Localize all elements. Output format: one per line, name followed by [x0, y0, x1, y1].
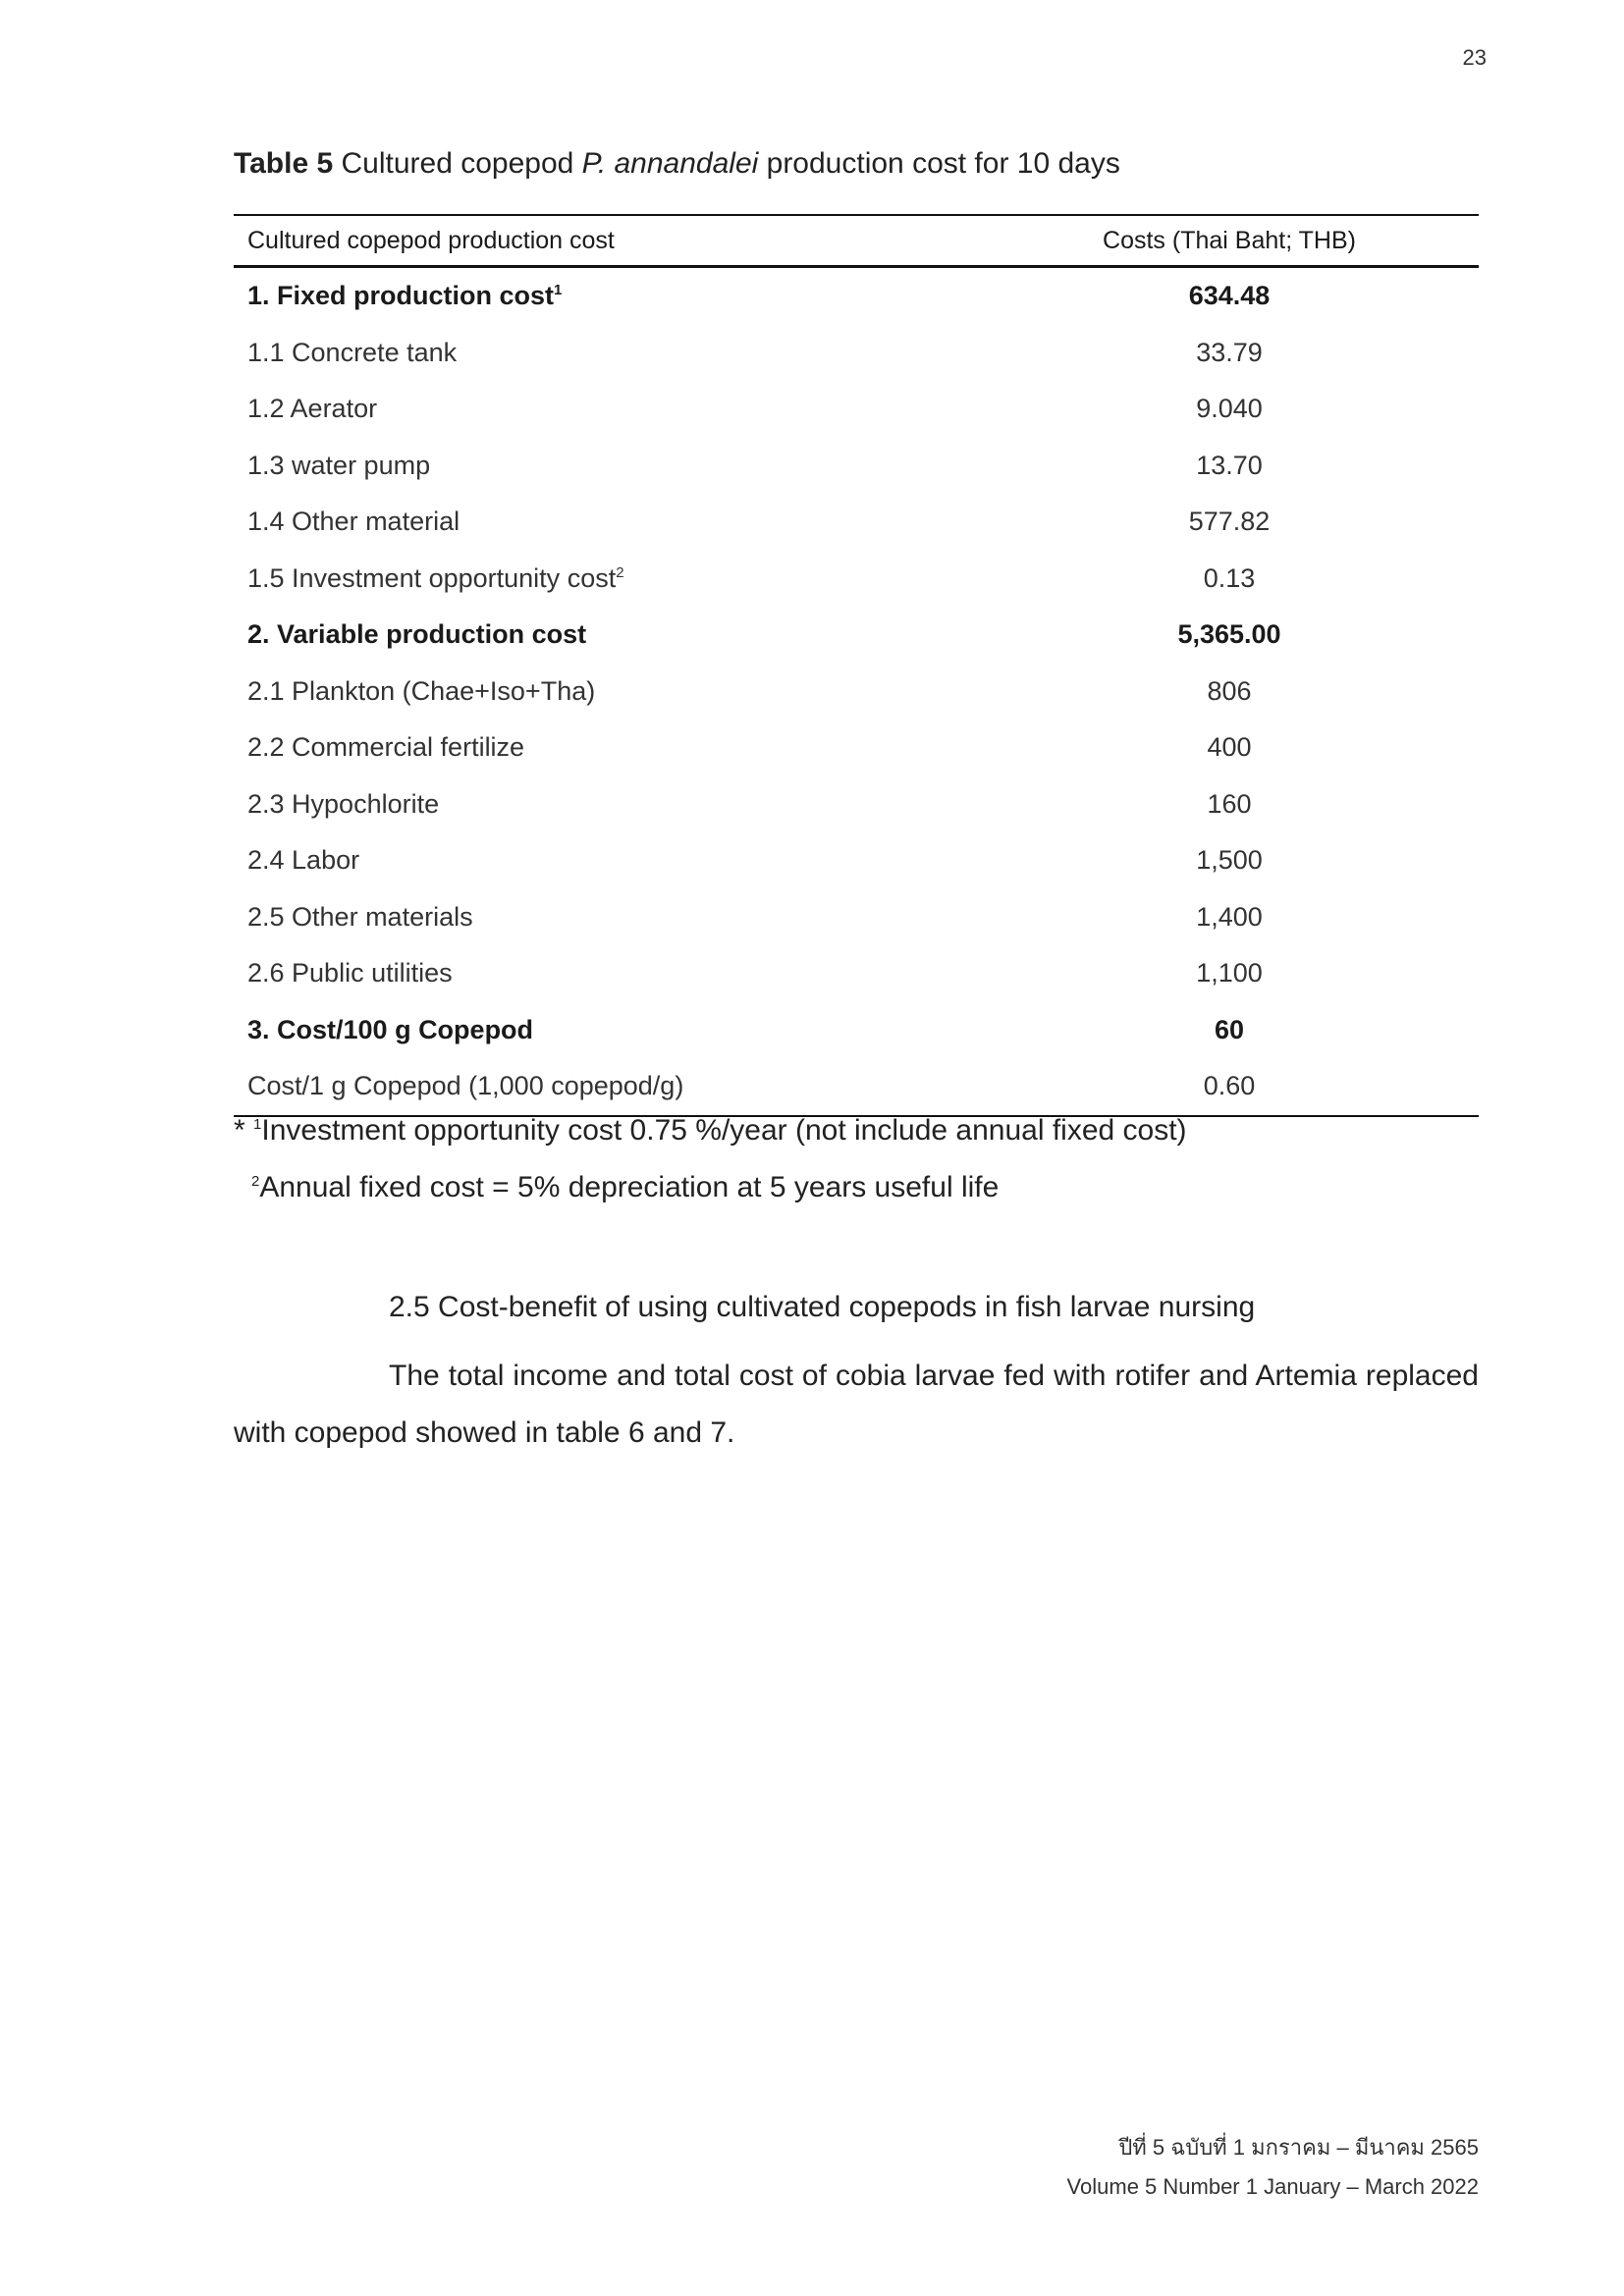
caption-text-before: Cultured copepod [333, 147, 582, 180]
cost-item-text: 2.5 Other materials [247, 901, 473, 932]
table-row [234, 945, 1479, 1002]
cost-item-text: 2.1 Plankton (Chae+Iso+Tha) [247, 675, 596, 706]
cost-item-text: 2. Variable production cost [247, 619, 587, 650]
cost-item-value: 160 [1207, 788, 1252, 819]
table-row [234, 832, 1479, 889]
table-row [234, 268, 1479, 325]
caption-species: P. annandalei [581, 147, 759, 180]
cost-item-label [234, 1015, 1053, 1045]
cost-item-label [234, 451, 1053, 481]
note-2-text: Annual fixed cost = 5% depreciation at 5 years useful life [259, 1171, 1000, 1203]
table-notes [234, 1114, 1187, 1228]
cost-item-text: 3. Cost/100 g Copepod [247, 1014, 534, 1044]
table-row [234, 889, 1479, 946]
cost-item-value: 1,500 [1196, 845, 1263, 876]
cost-item-label [234, 1071, 1053, 1101]
cost-table [234, 214, 1479, 1117]
cost-item-value: 0.60 [1203, 1071, 1256, 1101]
table-header-row [234, 216, 1479, 265]
cost-item-text: 1.4 Other material [247, 507, 460, 537]
table-row [234, 607, 1479, 664]
cost-item-label [234, 281, 1053, 311]
cost-item-text: 1. Fixed production cost [247, 281, 555, 311]
table-row [234, 494, 1479, 551]
cost-item-label [234, 732, 1053, 763]
table-row [234, 551, 1479, 608]
cost-item-text: 2.4 Labor [247, 845, 360, 876]
cost-item-label [234, 619, 1053, 650]
cost-item-label [234, 507, 1053, 537]
table-row [234, 776, 1479, 833]
cost-item-label [234, 845, 1053, 876]
footnote-marker: 2 [616, 563, 624, 581]
cost-item-value: 60 [1214, 1014, 1245, 1044]
footnote-marker: 1 [554, 282, 563, 299]
cost-item-value: 9.040 [1196, 394, 1263, 424]
cost-item-value: 806 [1207, 675, 1252, 706]
cost-item-label [234, 958, 1053, 988]
cost-item-text: 1.5 Investment opportunity cost [247, 562, 617, 593]
header-cost-item: Cultured copepod production cost [247, 226, 615, 254]
footer-thai: ปีที่ 5 ฉบับที่ 1 มกราคม – มีนาคม 2565 [1118, 2135, 1479, 2160]
cost-item-label [234, 789, 1053, 820]
cost-item-value: 5,365.00 [1177, 619, 1281, 650]
cost-item-label [234, 394, 1053, 424]
cost-item-value: 1,100 [1196, 958, 1263, 988]
table-label: Table 5 [234, 147, 334, 180]
table-row [234, 438, 1479, 495]
table-row [234, 1058, 1479, 1115]
cost-item-text: 1.3 water pump [247, 450, 431, 480]
table-body [234, 268, 1479, 1115]
table-row [234, 720, 1479, 776]
note-1 [234, 1114, 1187, 1171]
page-number: 23 [1462, 45, 1487, 70]
note-1-text: Investment opportunity cost 0.75 %/year (not include annual fixed cost) [261, 1114, 1187, 1147]
note-2 [234, 1171, 1187, 1228]
cost-item-value: 634.48 [1188, 281, 1271, 311]
note-1-prefix: * [234, 1114, 254, 1147]
header-cost-value: Costs (Thai Baht; THB) [1103, 226, 1356, 254]
body-paragraph: The total income and total cost of cobia larvae fed with rotifer and Artemia replaced with copepod showed in table 6 and 7. [234, 1360, 1479, 1449]
section-heading: 2.5 Cost-benefit of using cultivated copepods in fish larvae nursing [389, 1291, 1256, 1323]
cost-item-label [234, 676, 1053, 707]
footer-english: Volume 5 Number 1 January – March 2022 [1066, 2174, 1479, 2199]
cost-item-label [234, 902, 1053, 933]
note-1-sup: 1 [253, 1116, 262, 1133]
caption-text-after: production cost for 10 days [758, 147, 1120, 180]
cost-item-text: 2.6 Public utilities [247, 958, 453, 988]
cost-item-label [234, 563, 1053, 594]
cost-item-text: 2.3 Hypochlorite [247, 788, 440, 819]
cost-item-text: 1.2 Aerator [247, 394, 378, 424]
cost-item-label [234, 338, 1053, 368]
cost-item-value: 400 [1207, 732, 1252, 763]
cost-item-value: 577.82 [1188, 507, 1271, 537]
cost-item-text: 2.2 Commercial fertilize [247, 732, 525, 763]
note-2-sup: 2 [251, 1173, 260, 1190]
table-row [234, 664, 1479, 721]
cost-item-value: 13.70 [1196, 450, 1263, 480]
cost-item-text: 1.1 Concrete tank [247, 337, 458, 367]
table-row [234, 325, 1479, 382]
cost-item-value: 1,400 [1196, 901, 1263, 932]
table-row [234, 381, 1479, 438]
cost-item-value: 33.79 [1196, 337, 1263, 367]
table-caption [234, 147, 1120, 181]
cost-item-value: 0.13 [1203, 562, 1256, 593]
table-row [234, 1002, 1479, 1059]
cost-item-text: Cost/1 g Copepod (1,000 copepod/g) [247, 1071, 684, 1101]
